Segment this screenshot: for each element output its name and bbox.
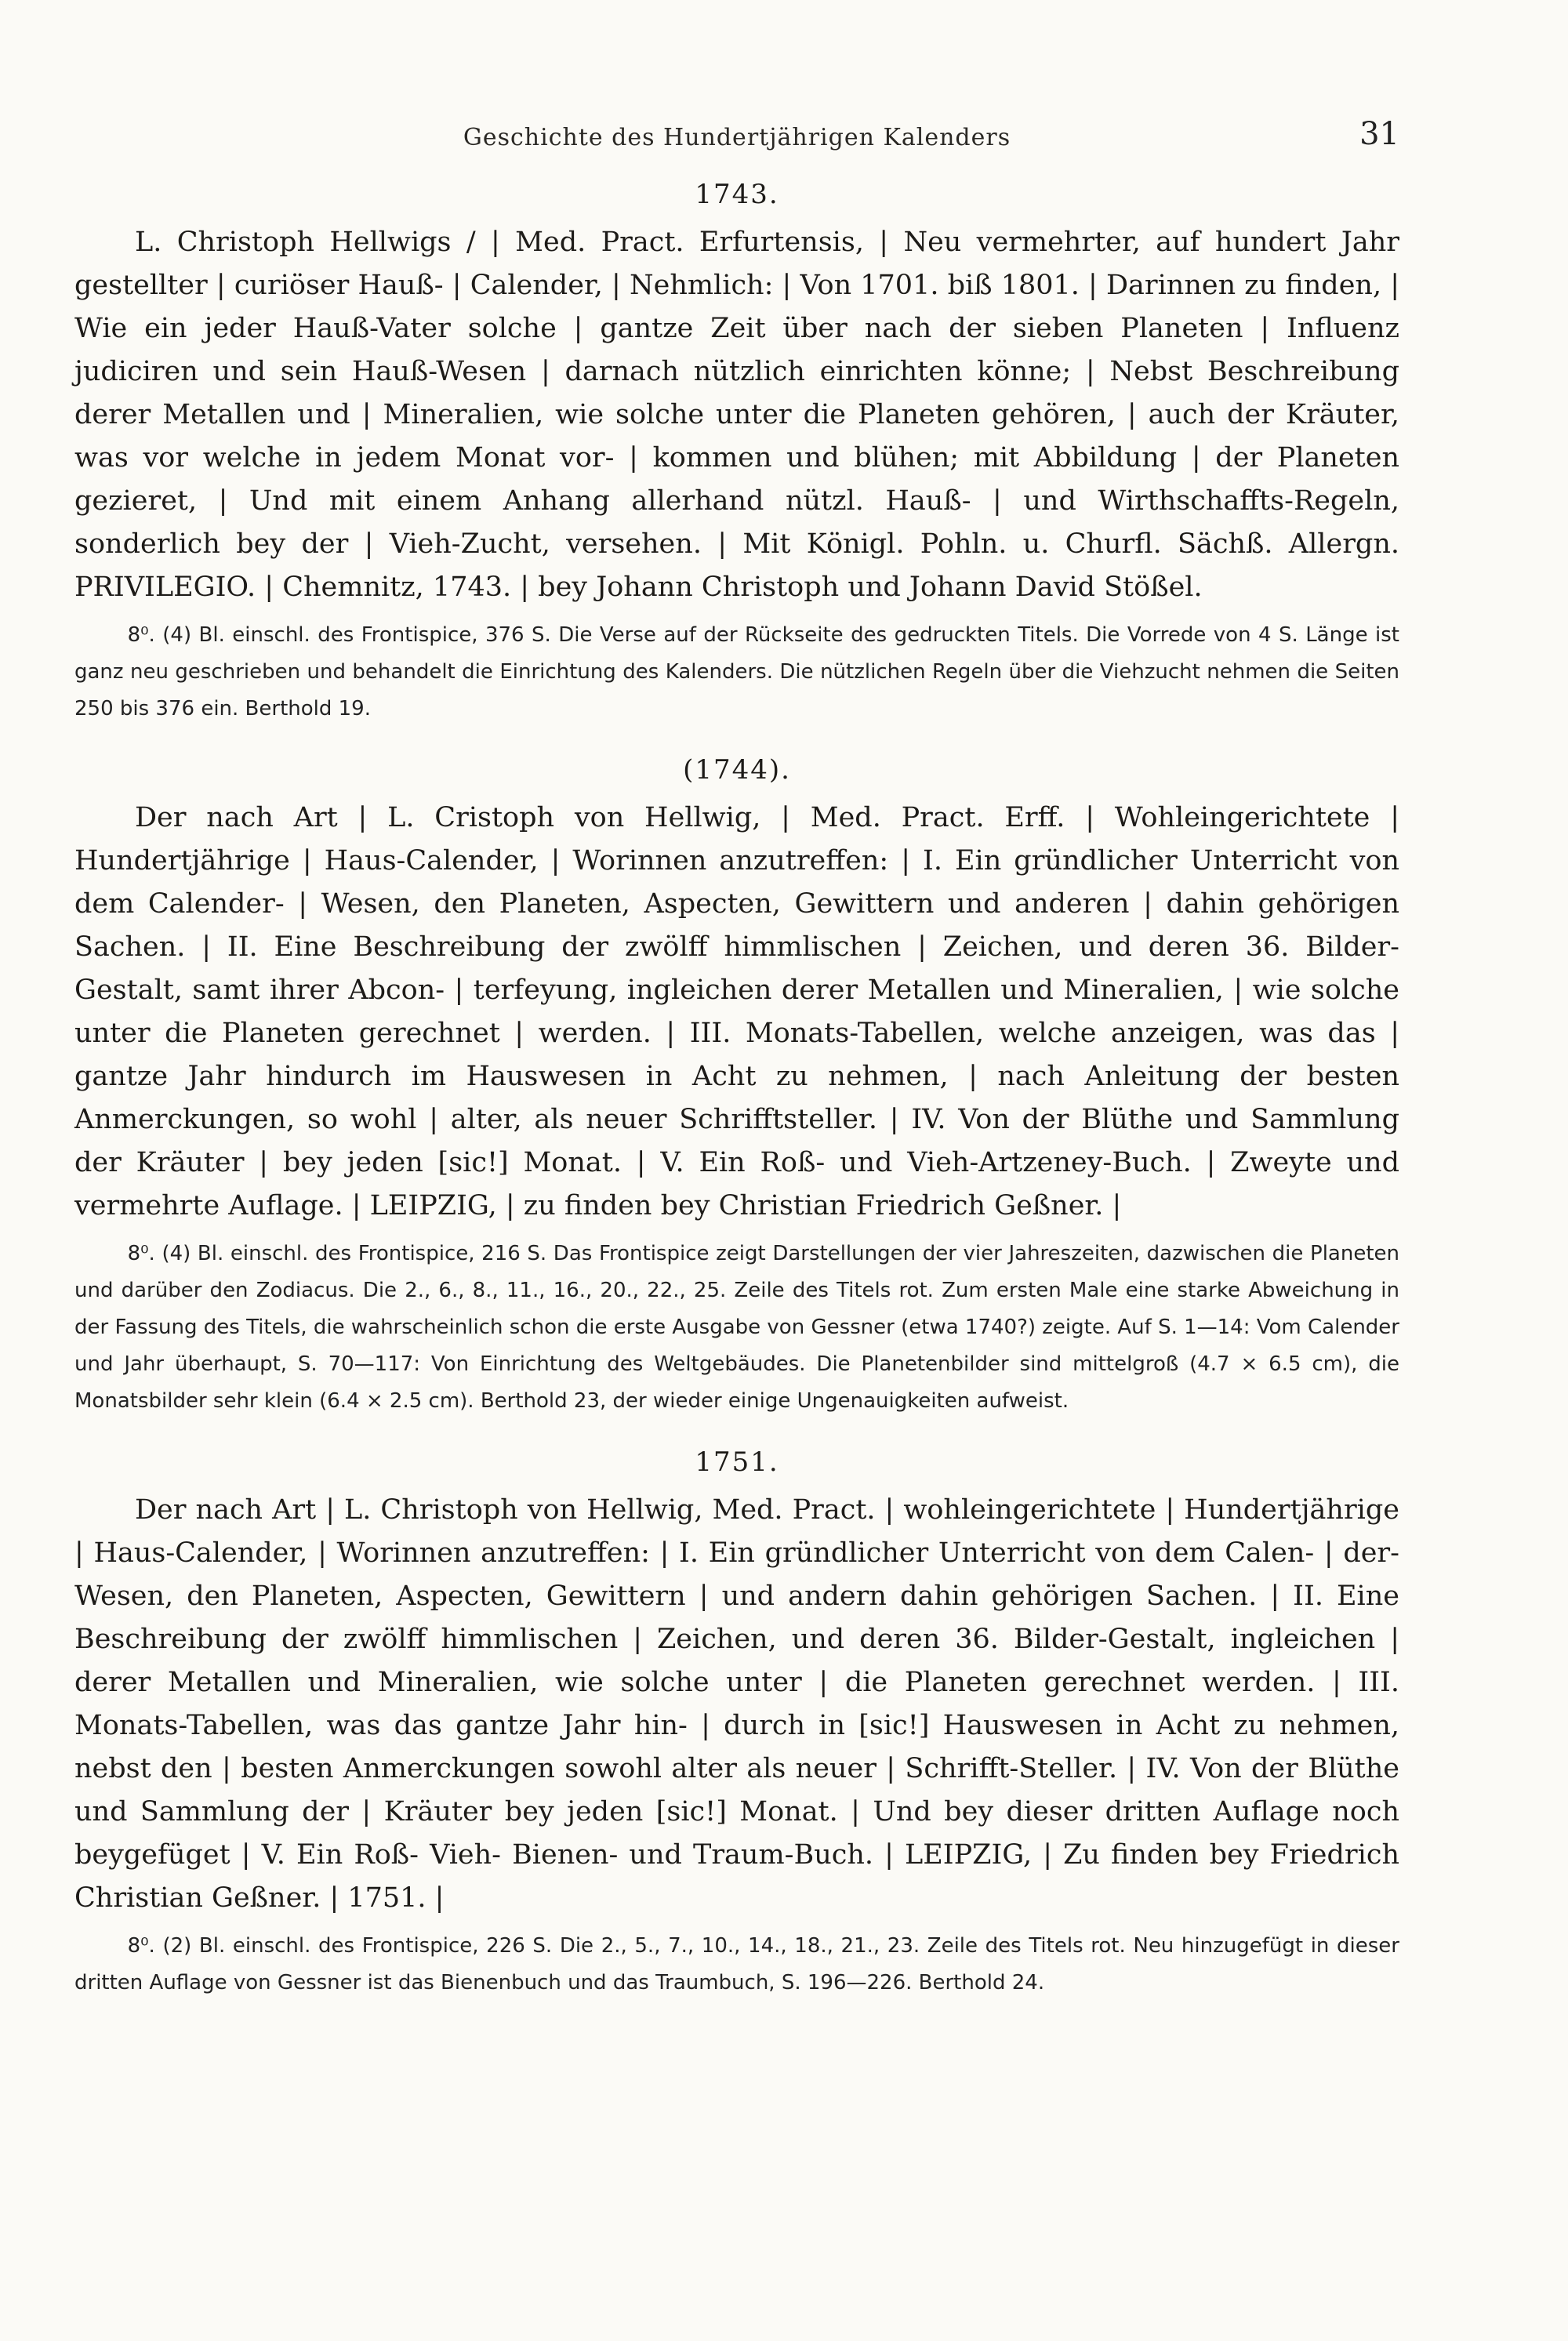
page-number: 31 bbox=[1359, 116, 1399, 152]
entry-note: 8⁰. (2) Bl. einschl. des Frontispice, 226 S. Die 2., 5., 7., 10., 14., 18., 21., 23. Zeile des Titels rot. Neu hinzugefügt in dieser dritten Auflage von Gessner ist das Bienenbuch und das Traumbuch, S. 196—226. Berthold 24. bbox=[74, 1934, 1399, 1994]
entry-1751 bbox=[74, 1446, 1399, 2002]
entry-1743 bbox=[74, 179, 1399, 728]
running-title: Geschichte des Hundertjährigen Kalenders bbox=[463, 124, 1011, 151]
entry-year: 1743. bbox=[695, 179, 779, 210]
entry-title: Der nach Art | L. Cristoph von Hellwig, | Med. Pract. Erff. | Wohleingerichtete | Hundertjährige | Haus-Calender, | Worinnen anzutreffen: | I. Ein gründlicher Unterricht von dem Calender- | Wesen, den Planeten, Aspecten, Gewittern und anderen | dahin gehörigen Sachen. | II. Eine Beschreibung der zwölff himmlischen | Zeichen, und deren 36. Bilder-Gestalt, samt ihrer Abcon- | terfeyung, ingleichen derer Metallen und Mineralien, | wie solche unter die Planeten gerechnet | werden. | III. Monats-Tabellen, welche anzeigen, was das | gantze Jahr hindurch im Hauswesen in Acht zu nehmen, | nach Anleitung der besten Anmerckungen, so wohl | alter, als neuer Schrifftsteller. | IV. Von der Blüthe und Sammlung der Kräuter | bey jeden [sic!] Monat. | V. Ein Roß- und Vieh-Artzeney-Buch. | Zweyte und vermehrte Auflage. | LEIPZIG, | zu finden bey Christian Friedrich Geßner. | bbox=[74, 802, 1399, 1221]
page-header bbox=[74, 110, 1399, 165]
entry-note: 8⁰. (4) Bl. einschl. des Frontispice, 376 S. Die Verse auf der Rückseite des gedruckten Titels. Die Vorrede von 4 S. Länge ist ganz neu geschrieben und behandelt die Einrichtung des Kalenders. Die nützlichen Regeln über die Viehzucht nehmen die Seiten 250 bis 376 ein. Berthold 19. bbox=[74, 623, 1399, 720]
entry-year: 1751. bbox=[695, 1446, 779, 1478]
entry-title: L. Christoph Hellwigs / | Med. Pract. Erfurtensis, | Neu vermehrter, auf hundert Jahr gestellter | curiöser Hauß- | Calender, | Nehmlich: | Von 1701. biß 1801. | Darinnen zu finden, | Wie ein jeder Hauß-Vater solche | gantze Zeit über nach der sieben Planeten | Influenz judiciren und sein Hauß-Wesen | darnach nützlich einrichten könne; | Nebst Beschreibung derer Metallen und | Mineralien, wie solche unter die Planeten gehören, | auch der Kräuter, was vor welche in jedem Monat vor- | kommen und blühen; mit Abbildung | der Planeten gezieret, | Und mit einem Anhang allerhand nützl. Hauß- | und Wirthschaffts-Regeln, sonderlich bey der | Vieh-Zucht, versehen. | Mit Königl. Pohln. u. Churfl. Sächß. Allergn. PRIVILEGIO. | Chemnitz, 1743. | bey Johann Christoph und Johann David Stößel. bbox=[74, 227, 1399, 603]
entry-year: (1744). bbox=[683, 754, 791, 786]
entry-title: Der nach Art | L. Christoph von Hellwig, Med. Pract. | wohleingerichtete | Hundertjährige | Haus-Calender, | Worinnen anzutreffen: | I. Ein gründlicher Unterricht von dem Calen- | der-Wesen, den Planeten, Aspecten, Gewittern | und andern dahin gehörigen Sachen. | II. Eine Beschreibung der zwölff himmlischen | Zeichen, und deren 36. Bilder-Gestalt, ingleichen | derer Metallen und Mineralien, wie solche unter | die Planeten gerechnet werden. | III. Monats-Tabellen, was das gantze Jahr hin- | durch in [sic!] Hauswesen in Acht zu nehmen, nebst den | besten Anmerckungen sowohl alter als neuer | Schrifft-Steller. | IV. Von der Blüthe und Sammlung der | Kräuter bey jeden [sic!] Monat. | Und bey dieser dritten Auflage noch beygefüget | V. Ein Roß- Vieh- Bienen- und Traum-Buch. | LEIPZIG, | Zu finden bey Friedrich Christian Geßner. | 1751. | bbox=[74, 1494, 1399, 1914]
entry-note: 8⁰. (4) Bl. einschl. des Frontispice, 216 S. Das Frontispice zeigt Darstellungen der vier Jahreszeiten, dazwischen die Planeten und darüber den Zodiacus. Die 2., 6., 8., 11., 16., 20., 22., 25. Zeile des Titels rot. Zum ersten Male eine starke Abweichung in der Fassung des Titels, die wahrscheinlich schon die erste Ausgabe von Gessner (etwa 1740?) zeigte. Auf S. 1—14: Vom Calender und Jahr überhaupt, S. 70—117: Von Einrichtung des Weltgebäudes. Die Planetenbilder sind mittelgroß (4.7 × 6.5 cm), die Monatsbilder sehr klein (6.4 × 2.5 cm). Berthold 23, der wieder einige Ungenauigkeiten aufweist. bbox=[74, 1242, 1399, 1413]
entry-1744 bbox=[74, 754, 1399, 1420]
document-page bbox=[74, 110, 1399, 2028]
